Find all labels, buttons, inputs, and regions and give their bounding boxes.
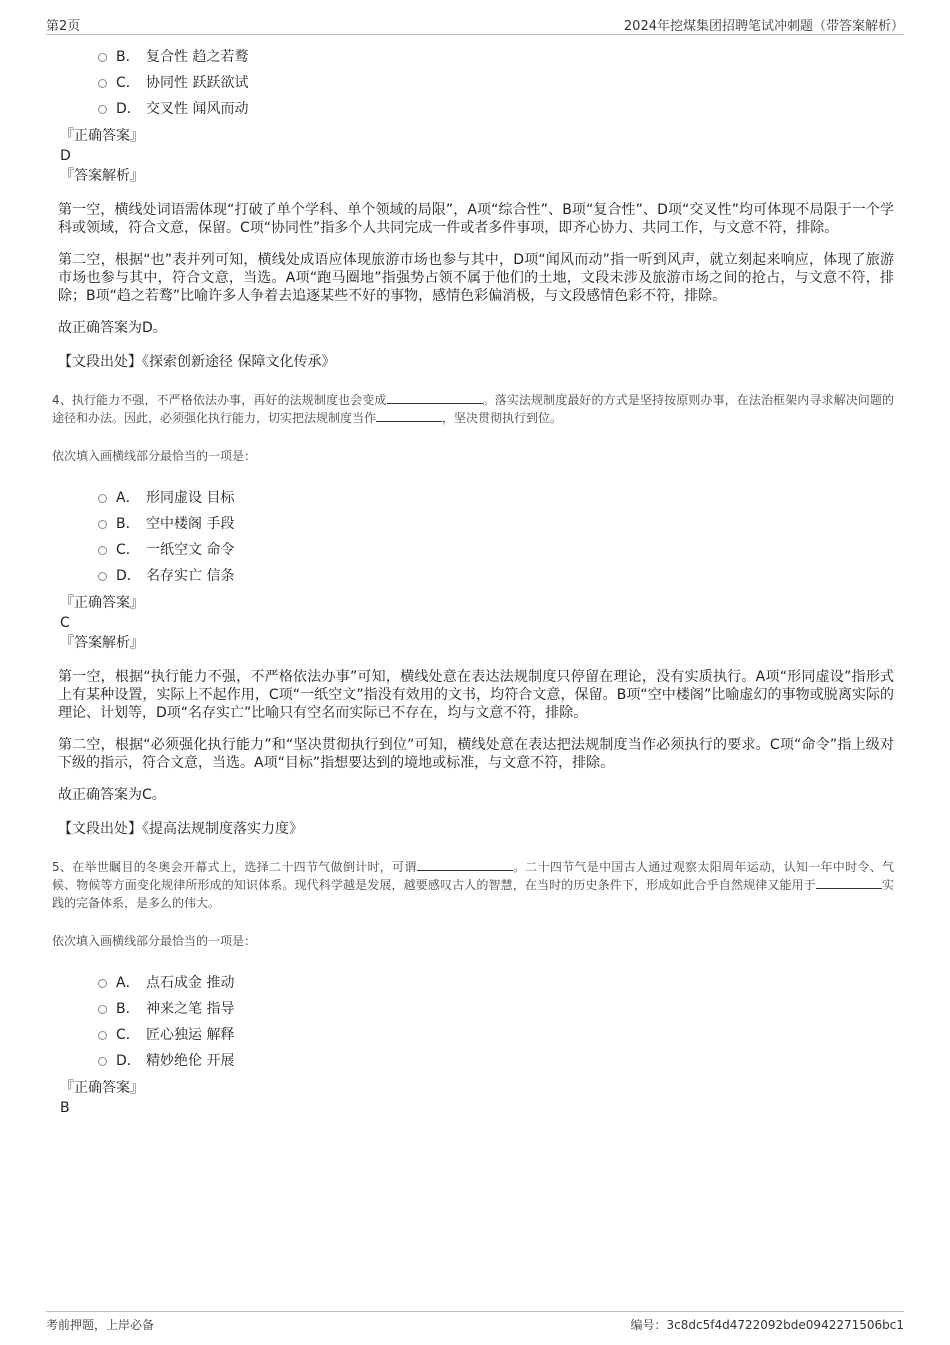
q3-source: 【文段出处】《探索创新途径 保障文化传承》 [58, 354, 336, 370]
q4-stem [52, 391, 894, 427]
option-letter: D． [116, 101, 141, 117]
q3-answer: D [60, 148, 71, 164]
q5-option-a[interactable] [98, 970, 894, 996]
q4-answer: C [60, 615, 70, 631]
q3-analysis-label: 『答案解析』 [60, 168, 144, 184]
q4-blank-1 [387, 391, 483, 404]
option-text: 名存实亡 信条 [146, 568, 235, 584]
q4-stem-part2: 。落实法规制度最好的方式是坚持按原则办事，在法治框架内寻求解决问题的途径和办法。因此，必须强化执行能力，切实把法规制度当作 [52, 393, 894, 425]
radio-icon[interactable] [98, 105, 107, 114]
page-footer [46, 1311, 904, 1334]
option-text: 点石成金 推动 [146, 975, 235, 991]
option-text: 匠心独运 解释 [146, 1027, 235, 1043]
radio-icon[interactable] [98, 494, 107, 503]
radio-icon[interactable] [98, 1031, 107, 1040]
q5-option-c[interactable] [98, 1022, 894, 1048]
radio-icon[interactable] [98, 53, 107, 62]
q4-stem-part3: ，坚决贯彻执行到位。 [442, 411, 563, 425]
q3-option-b[interactable] [98, 44, 894, 70]
option-text: 形同虚设 目标 [146, 490, 235, 506]
page-number: 第2页 [46, 19, 81, 34]
q4-instruction: 依次填入画横线部分最恰当的一项是： [52, 449, 257, 463]
q4-analysis-paragraph: 第二空，根据“必须强化执行能力”和“坚决贯彻执行到位”可知，横线处意在表达把法规制度当作必须执行的要求。C项“命令”指上级对下级的指示，符合文意，当选。A项“目标”指想要达到的境地或标准，与文意不符，排除。 [58, 737, 894, 771]
option-letter: B． [116, 516, 140, 532]
option-text: 空中楼阁 手段 [146, 516, 235, 532]
q4-option-d[interactable] [98, 563, 894, 589]
radio-icon[interactable] [98, 979, 107, 988]
option-text: 精妙绝伦 开展 [146, 1053, 235, 1069]
option-letter: C． [116, 1027, 140, 1043]
option-letter: C． [116, 542, 140, 558]
q5-stem-part1: 5、在举世瞩目的冬奥会开幕式上，选择二十四节气做倒计时，可谓 [52, 860, 417, 874]
option-text: 一纸空文 命令 [146, 542, 235, 558]
option-letter: D． [116, 568, 141, 584]
q4-option-c[interactable] [98, 537, 894, 563]
document-title: 2024年挖煤集团招聘笔试冲刺题（带答案解析） [623, 19, 904, 34]
q4-analysis-label: 『答案解析』 [60, 635, 144, 651]
q5-option-b[interactable] [98, 996, 894, 1022]
option-letter: A． [116, 490, 140, 506]
q4-option-b[interactable] [98, 511, 894, 537]
q4-analysis-paragraph: 第一空，根据“执行能力不强，不严格依法办事”可知，横线处意在表达法规制度只停留在理论，没有实质执行。A项“形同虚设”指形式上有某种设置，实际上不起作用，C项“一纸空文”指没有效用的文书，均符合文意，保留。B项“空中楼阁”比喻虚幻的事物或脱离实际的理论、计划等，D项“名存实亡”比喻只有空名而实际已不存在，均与文意不符，排除。 [58, 669, 894, 721]
q5-options [98, 970, 894, 1074]
q4-options [98, 485, 894, 589]
q5-instruction: 依次填入画横线部分最恰当的一项是： [52, 934, 257, 948]
option-letter: B． [116, 1001, 140, 1017]
q4-answer-label: 『正确答案』 [60, 595, 144, 611]
q5-option-d[interactable] [98, 1048, 894, 1074]
radio-icon[interactable] [98, 1005, 107, 1014]
q5-answer-label: 『正确答案』 [60, 1080, 144, 1096]
q5-stem [52, 858, 894, 912]
radio-icon[interactable] [98, 572, 107, 581]
footer-serial [631, 1316, 904, 1333]
option-letter: C． [116, 75, 140, 91]
radio-icon[interactable] [98, 520, 107, 529]
q4-source: 【文段出处】《提高法规制度落实力度》 [58, 821, 303, 837]
page-content [52, 44, 894, 1118]
serial-number: 3c8dc5f4d4722092bde0942271506bc1 [666, 1318, 904, 1332]
q4-option-a[interactable] [98, 485, 894, 511]
q4-blank-2 [376, 409, 442, 422]
option-text: 神来之笔 指导 [146, 1001, 235, 1017]
q5-answer: B [60, 1100, 70, 1116]
footer-slogan: 考前押题，上岸必备 [46, 1318, 155, 1332]
page-header [46, 14, 904, 35]
q3-analysis-conclusion: 故正确答案为D。 [58, 320, 167, 336]
radio-icon[interactable] [98, 546, 107, 555]
q4-stem-part1: 4、执行能力不强，不严格依法办事，再好的法规制度也会变成 [52, 393, 387, 407]
q3-analysis-paragraph: 第一空，横线处词语需体现“打破了单个学科、单个领域的局限”，A项“综合性”、B项“复合性”、D项“交叉性”均可体现不局限于一个学科或领域，符合文意，保留。C项“协同性”指多个人共同完成一件或者多件事项，即齐心协力、共同工作，与文意不符，排除。 [58, 202, 894, 236]
option-letter: D． [116, 1053, 141, 1069]
q5-blank-2 [816, 876, 882, 889]
option-letter: A． [116, 975, 140, 991]
option-text: 协同性 跃跃欲试 [146, 75, 249, 91]
radio-icon[interactable] [98, 79, 107, 88]
q5-stem-part2: 。二十四节气是中国古人通过观察太阳周年运动，认知一年中时令、气候、物候等方面变化规律所形成的知识体系。现代科学越是发展，越要感叹古人的智慧，在当时的历史条件下，形成如此合乎自然规律又能用于 [52, 860, 894, 892]
q4-analysis-conclusion: 故正确答案为C。 [58, 787, 166, 803]
serial-label: 编号： [630, 1318, 667, 1332]
q5-blank-1 [417, 858, 513, 871]
option-text: 复合性 趋之若鹜 [146, 49, 249, 65]
radio-icon[interactable] [98, 1057, 107, 1066]
q3-answer-label: 『正确答案』 [60, 128, 144, 144]
q3-options [98, 44, 894, 122]
q3-option-d[interactable] [98, 96, 894, 122]
q5-stem-part3: 实践的完备体系，是多么的伟大。 [52, 878, 894, 910]
option-text: 交叉性 闻风而动 [146, 101, 249, 117]
q3-option-c[interactable] [98, 70, 894, 96]
q3-analysis-paragraph: 第二空，根据“也”表并列可知，横线处成语应体现旅游市场也参与其中，D项“闻风而动”指一听到风声，就立刻起来响应，体现了旅游市场也参与其中，符合文意，当选。A项“跑马圈地”指强势占领不属于他们的土地，文段未涉及旅游市场之间的抢占，与文意不符，排除；B项“趋之若鹜”比喻许多人争着去追逐某些不好的事物，感情色彩偏消极，与文段感情色彩不符，排除。 [58, 252, 894, 304]
option-letter: B． [116, 49, 140, 65]
